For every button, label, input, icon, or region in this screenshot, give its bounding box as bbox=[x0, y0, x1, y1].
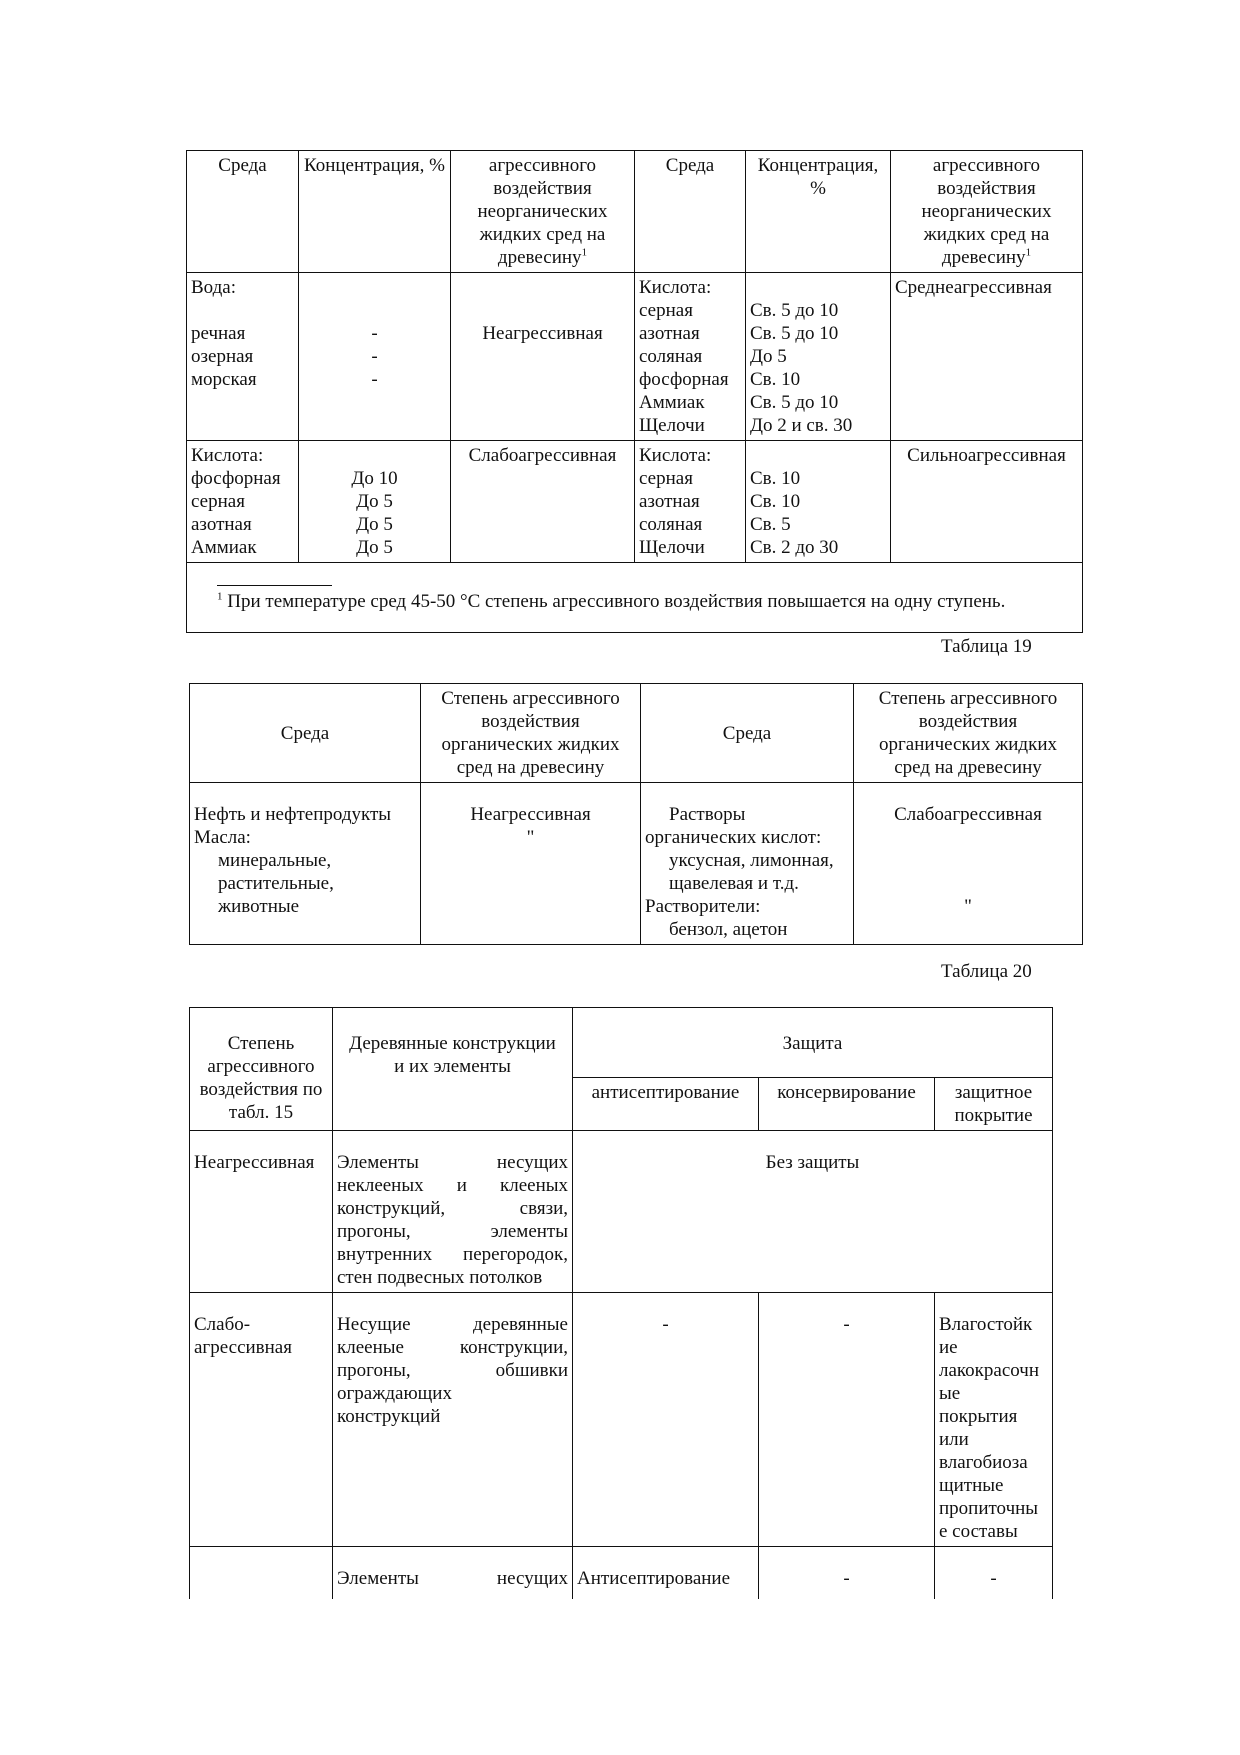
cell-protection: Без защиты bbox=[573, 1131, 1053, 1293]
cell-degree: Слабо- агрессивная bbox=[190, 1293, 333, 1547]
cell-degree: Неагрессивная bbox=[190, 1131, 333, 1293]
cell-degree: Неагрессивная bbox=[451, 273, 635, 441]
cell-degree: Неагрессивная " bbox=[421, 783, 641, 945]
cell-degree: Слабоагрессивная " bbox=[854, 783, 1083, 945]
cell-structures: Несущие деревянные клееные конструкции, прогоны, обшивки ограждающих конструкций bbox=[333, 1293, 573, 1547]
cell-antiseptic: Антисептирование bbox=[573, 1547, 759, 1599]
table-row bbox=[190, 1547, 1053, 1599]
cell-structures: Элементы несущих неклееных и клееных конструкций, связи, прогоны, элементы внутренних перегородок, стен подвесных потолков bbox=[333, 1131, 573, 1293]
cell-degree: Слабоагрессивная bbox=[451, 441, 635, 563]
table-row bbox=[187, 441, 1083, 563]
cell-medium: Вода: речная озерная морская bbox=[187, 273, 299, 441]
cell-coating: - bbox=[935, 1547, 1053, 1599]
cell-medium: Нефть и нефтепродукты Масла: минеральные, растительные, животные bbox=[190, 783, 421, 945]
table-header-row bbox=[190, 684, 1083, 783]
footnote: $^1$ При температуре сред 45-50 °С степень агрессивного воздействия повышается на одну ступень. bbox=[217, 590, 1006, 612]
header-concentration: Концентрация, % bbox=[746, 151, 891, 273]
cell-degree: Сильноагрессивная bbox=[891, 441, 1083, 563]
header-degree: агрессивного воздействия неорганических жидких сред на древесину$^1$ bbox=[451, 151, 635, 273]
table-20-caption: Таблица 20 bbox=[941, 961, 1032, 982]
header-degree: Степень агрессивного воздействия по табл. 15 bbox=[190, 1008, 333, 1131]
table-header-row bbox=[187, 151, 1083, 273]
header-medium: Среда bbox=[187, 151, 299, 273]
header-medium: Среда bbox=[641, 684, 854, 783]
table-row bbox=[190, 1293, 1053, 1547]
cell-medium: Кислота: серная азотная соляная фосфорная Аммиак Щелочи bbox=[635, 273, 746, 441]
table-19-caption: Таблица 19 bbox=[941, 636, 1032, 657]
footnote-cell bbox=[187, 563, 1083, 633]
cell-medium: Кислота: фосфорная серная азотная Аммиак bbox=[187, 441, 299, 563]
header-medium: Среда bbox=[635, 151, 746, 273]
cell-concentration: Св. 10 Св. 10 Св. 5 Св. 2 до 30 bbox=[746, 441, 891, 563]
cell-antiseptic: - bbox=[573, 1293, 759, 1547]
footnote-separator bbox=[217, 585, 332, 586]
table-wood-protection bbox=[189, 1007, 1053, 1599]
cell-conservation: - bbox=[759, 1547, 935, 1599]
header-medium: Среда bbox=[190, 684, 421, 783]
header-structures: Деревянные конструкции и их элементы bbox=[333, 1008, 573, 1131]
table-row bbox=[190, 783, 1083, 945]
header-antiseptic: антисептирование bbox=[573, 1078, 759, 1131]
table-organic-media bbox=[189, 683, 1083, 945]
cell-degree: Среднеагрессивная bbox=[891, 273, 1083, 441]
cell-structures: Элементы несущих bbox=[333, 1547, 573, 1599]
cell-coating: Влагостойк ие лакокрасочн ые покрытия или влагобиоза щитные пропиточны е составы bbox=[935, 1293, 1053, 1547]
header-degree: Степень агрессивного воздействия органических жидких сред на древесину bbox=[421, 684, 641, 783]
table-row bbox=[190, 1131, 1053, 1293]
header-degree: агрессивного воздействия неорганических жидких сред на древесину$^1$ bbox=[891, 151, 1083, 273]
cell-conservation: - bbox=[759, 1293, 935, 1547]
table-row bbox=[187, 273, 1083, 441]
cell-concentration: - - - bbox=[299, 273, 451, 441]
table-inorganic-media bbox=[186, 150, 1083, 633]
header-concentration: Концентрация, % bbox=[299, 151, 451, 273]
table-header-row bbox=[190, 1008, 1053, 1078]
header-conservation: консервирование bbox=[759, 1078, 935, 1131]
cell-medium: Кислота: серная азотная соляная Щелочи bbox=[635, 441, 746, 563]
header-protection: Защита bbox=[573, 1008, 1053, 1078]
header-coating: защитное покрытие bbox=[935, 1078, 1053, 1131]
header-degree: Степень агрессивного воздействия органических жидких сред на древесину bbox=[854, 684, 1083, 783]
cell-concentration: До 10 До 5 До 5 До 5 bbox=[299, 441, 451, 563]
cell-medium: Растворы органических кислот: уксусная, лимонная, щавелевая и т.д. Растворители: бензол, ацетон bbox=[641, 783, 854, 945]
cell-degree bbox=[190, 1547, 333, 1599]
footnote-row bbox=[187, 563, 1083, 633]
cell-concentration: Св. 5 до 10 Св. 5 до 10 До 5 Св. 10 Св. 5 до 10 До 2 и св. 30 bbox=[746, 273, 891, 441]
